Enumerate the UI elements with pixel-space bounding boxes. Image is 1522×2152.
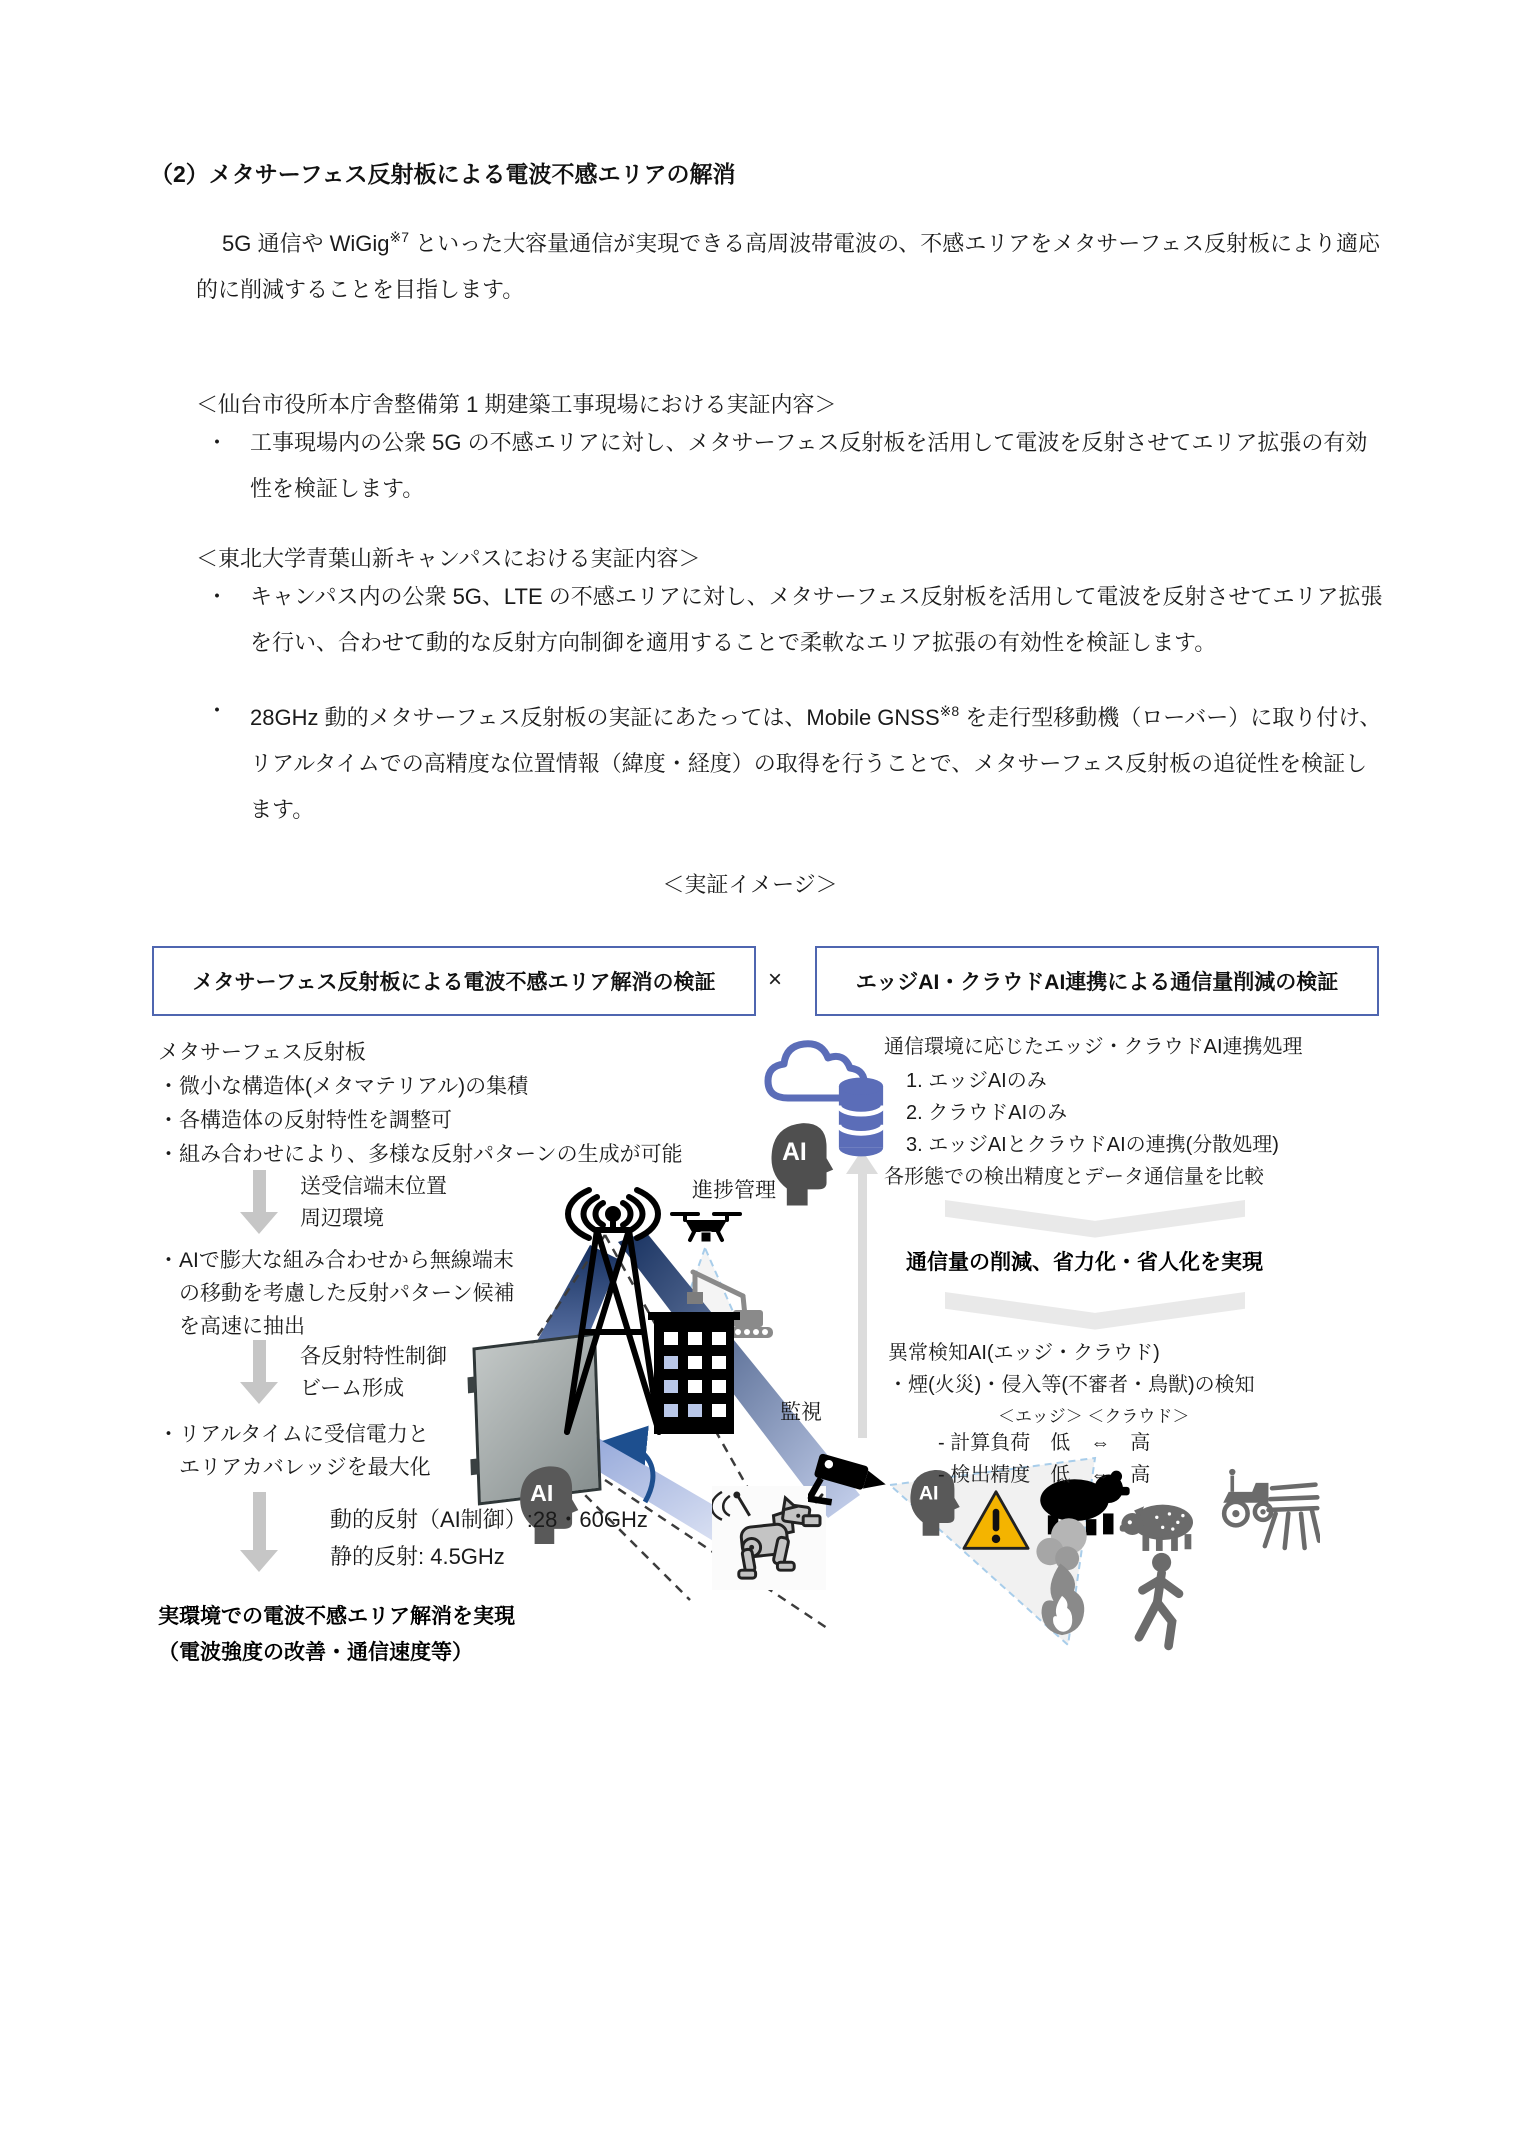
detect-header: ＜エッジ＞ ＜クラウド＞: [998, 1407, 1190, 1426]
left-col-title: メタサーフェス反射板: [158, 1041, 366, 1064]
intro-text-before: 5G 通信や WiGig: [222, 231, 390, 256]
left-result-line1: 実環境での電波不感エリア解消を実現: [158, 1605, 515, 1628]
surveillance-camera-icon: [808, 1448, 900, 1528]
detect-bullet: ・煙(火災)・侵入等(不審者・鳥獣)の検知: [888, 1374, 1255, 1396]
detect-title: 異常検知AI(エッジ・クラウド): [888, 1342, 1160, 1364]
database-icon: [836, 1074, 886, 1160]
drone-label: 進捗管理: [692, 1179, 776, 1202]
boar-icon: [1118, 1492, 1204, 1556]
bullet-marker: ・: [206, 698, 229, 723]
right-col-intro: 通信環境に応じたエッジ・クラウドAI連携処理: [884, 1036, 1303, 1058]
bullet-marker: ・: [206, 584, 229, 609]
intro-text-after: といった大容量通信が実現できる高周波帯電波の、不感エリアをメタサーフェス反射板により適応的に削減することを目指します。: [196, 231, 1381, 302]
section1-bullet-text: 工事現場内の公衆 5G の不感エリアに対し、メタサーフェス反射板を活用して電波を反射させてエリア拡張の有効性を検証します。: [250, 430, 1368, 501]
ai-badge-text: AI: [782, 1139, 807, 1167]
down-arrow-icon: [240, 1340, 278, 1404]
ai-head-icon: [766, 1116, 836, 1208]
right-col-item2: 2. クラウドAIのみ: [906, 1102, 1068, 1124]
down-arrow-icon: [240, 1170, 278, 1234]
up-arrow-icon: [844, 1150, 880, 1438]
intro-paragraph: [196, 214, 1396, 313]
tractor-field-icon: [1216, 1456, 1320, 1554]
smoke-fire-icon: [1016, 1514, 1108, 1642]
bullet-marker: ・: [206, 430, 229, 455]
right-col-compare: 各形態での検出精度とデータ通信量を比較: [884, 1166, 1264, 1188]
left-result-line2: （電波強度の改善・通信速度等）: [158, 1641, 473, 1664]
figure-caption: ＜実証イメージ＞: [662, 872, 838, 897]
arrow1-label-line2: 周辺環境: [300, 1207, 384, 1230]
section2-bullet2-text: 28GHz 動的メタサーフェス反射板の実証にあたっては、Mobile GNSS$^{※8}$ を走行型移動機（ローバー）に取り付け、リアルタイムでの高精度な位置情報（緯度・経度）の取得を行うことで、メタサーフェス反射板の追従性を検証します。: [250, 703, 1382, 822]
left-col-bullet3: ・組み合わせにより、多様な反射パターンの生成が可能: [158, 1143, 683, 1166]
person-walking-icon: [1128, 1552, 1190, 1652]
arrow2-label-line1: 各反射特性制御: [300, 1345, 447, 1368]
section1-title: ＜仙台市役所本庁舎整備第 1 期建築工事現場における実証内容＞: [196, 392, 837, 417]
right-theme-box: エッジAI・クラウドAI連携による通信量削減の検証: [815, 946, 1379, 1016]
building-icon: [648, 1308, 740, 1434]
freq-line1: 動的反射（AI制御）:28・60GHz: [330, 1507, 648, 1532]
freq-line2: 静的反射: 4.5GHz: [330, 1544, 505, 1569]
left-theme-box: メタサーフェス反射板による電波不感エリア解消の検証: [152, 946, 756, 1016]
right-col-item3: 3. エッジAIとクラウドAIの連携(分散処理): [906, 1134, 1279, 1156]
left-col-bullet1: ・微小な構造体(メタマテリアル)の集積: [158, 1075, 529, 1098]
ai-badge-text: AI: [918, 1482, 939, 1505]
drone-icon: [670, 1206, 742, 1252]
right-col-item1: 1. エッジAIのみ: [906, 1070, 1047, 1092]
section1-bullet: [206, 420, 1386, 512]
left-col-bullet5-line2: エリアカバレッジを最大化: [158, 1456, 431, 1479]
left-col-bullet2: ・各構造体の反射特性を調整可: [158, 1109, 452, 1132]
page-title: （2）メタサーフェス反射板による電波不感エリアの解消: [150, 161, 736, 187]
right-col-banner: 通信量の削減、省力化・省人化を実現: [906, 1251, 1263, 1274]
arrow1-label-line1: 送受信端末位置: [300, 1175, 447, 1198]
section2-bullet1-text: キャンパス内の公衆 5G、LTE の不感エリアに対し、メタサーフェス反射板を活用して電波を反射させてエリア拡張を行い、合わせて動的な反射方向制御を適用することで柔軟なエリア拡張の有効性を検証します。: [250, 584, 1383, 655]
section2-bullet2: [206, 688, 1386, 833]
detect-row2: - 検出精度 低 ⇔ 高: [938, 1464, 1151, 1486]
left-col-bullet5-line1: ・リアルタイムに受信電力と: [158, 1423, 429, 1446]
footnote-ref-7: ※7: [389, 229, 409, 245]
left-col-bullet4-line3: を高速に抽出: [158, 1315, 305, 1338]
monitor-label: 監視: [780, 1401, 822, 1424]
ai-badge-text: AI: [530, 1480, 554, 1507]
multiply-sign: ×: [768, 966, 783, 993]
section2-title: ＜東北大学青葉山新キャンパスにおける実証内容＞: [196, 546, 701, 571]
detect-row1: - 計算負荷 低 ⇔ 高: [938, 1432, 1151, 1454]
left-col-bullet4-line1: ・AIで膨大な組み合わせから無線端末: [158, 1249, 514, 1272]
left-col-bullet4-line2: の移動を考慮した反射パターン候補: [158, 1282, 515, 1305]
section2-bullet1: [206, 574, 1386, 666]
arrow2-label-line2: ビーム形成: [300, 1377, 405, 1400]
down-arrow-icon: [240, 1492, 278, 1572]
footnote-ref-8: ※8: [939, 703, 960, 719]
